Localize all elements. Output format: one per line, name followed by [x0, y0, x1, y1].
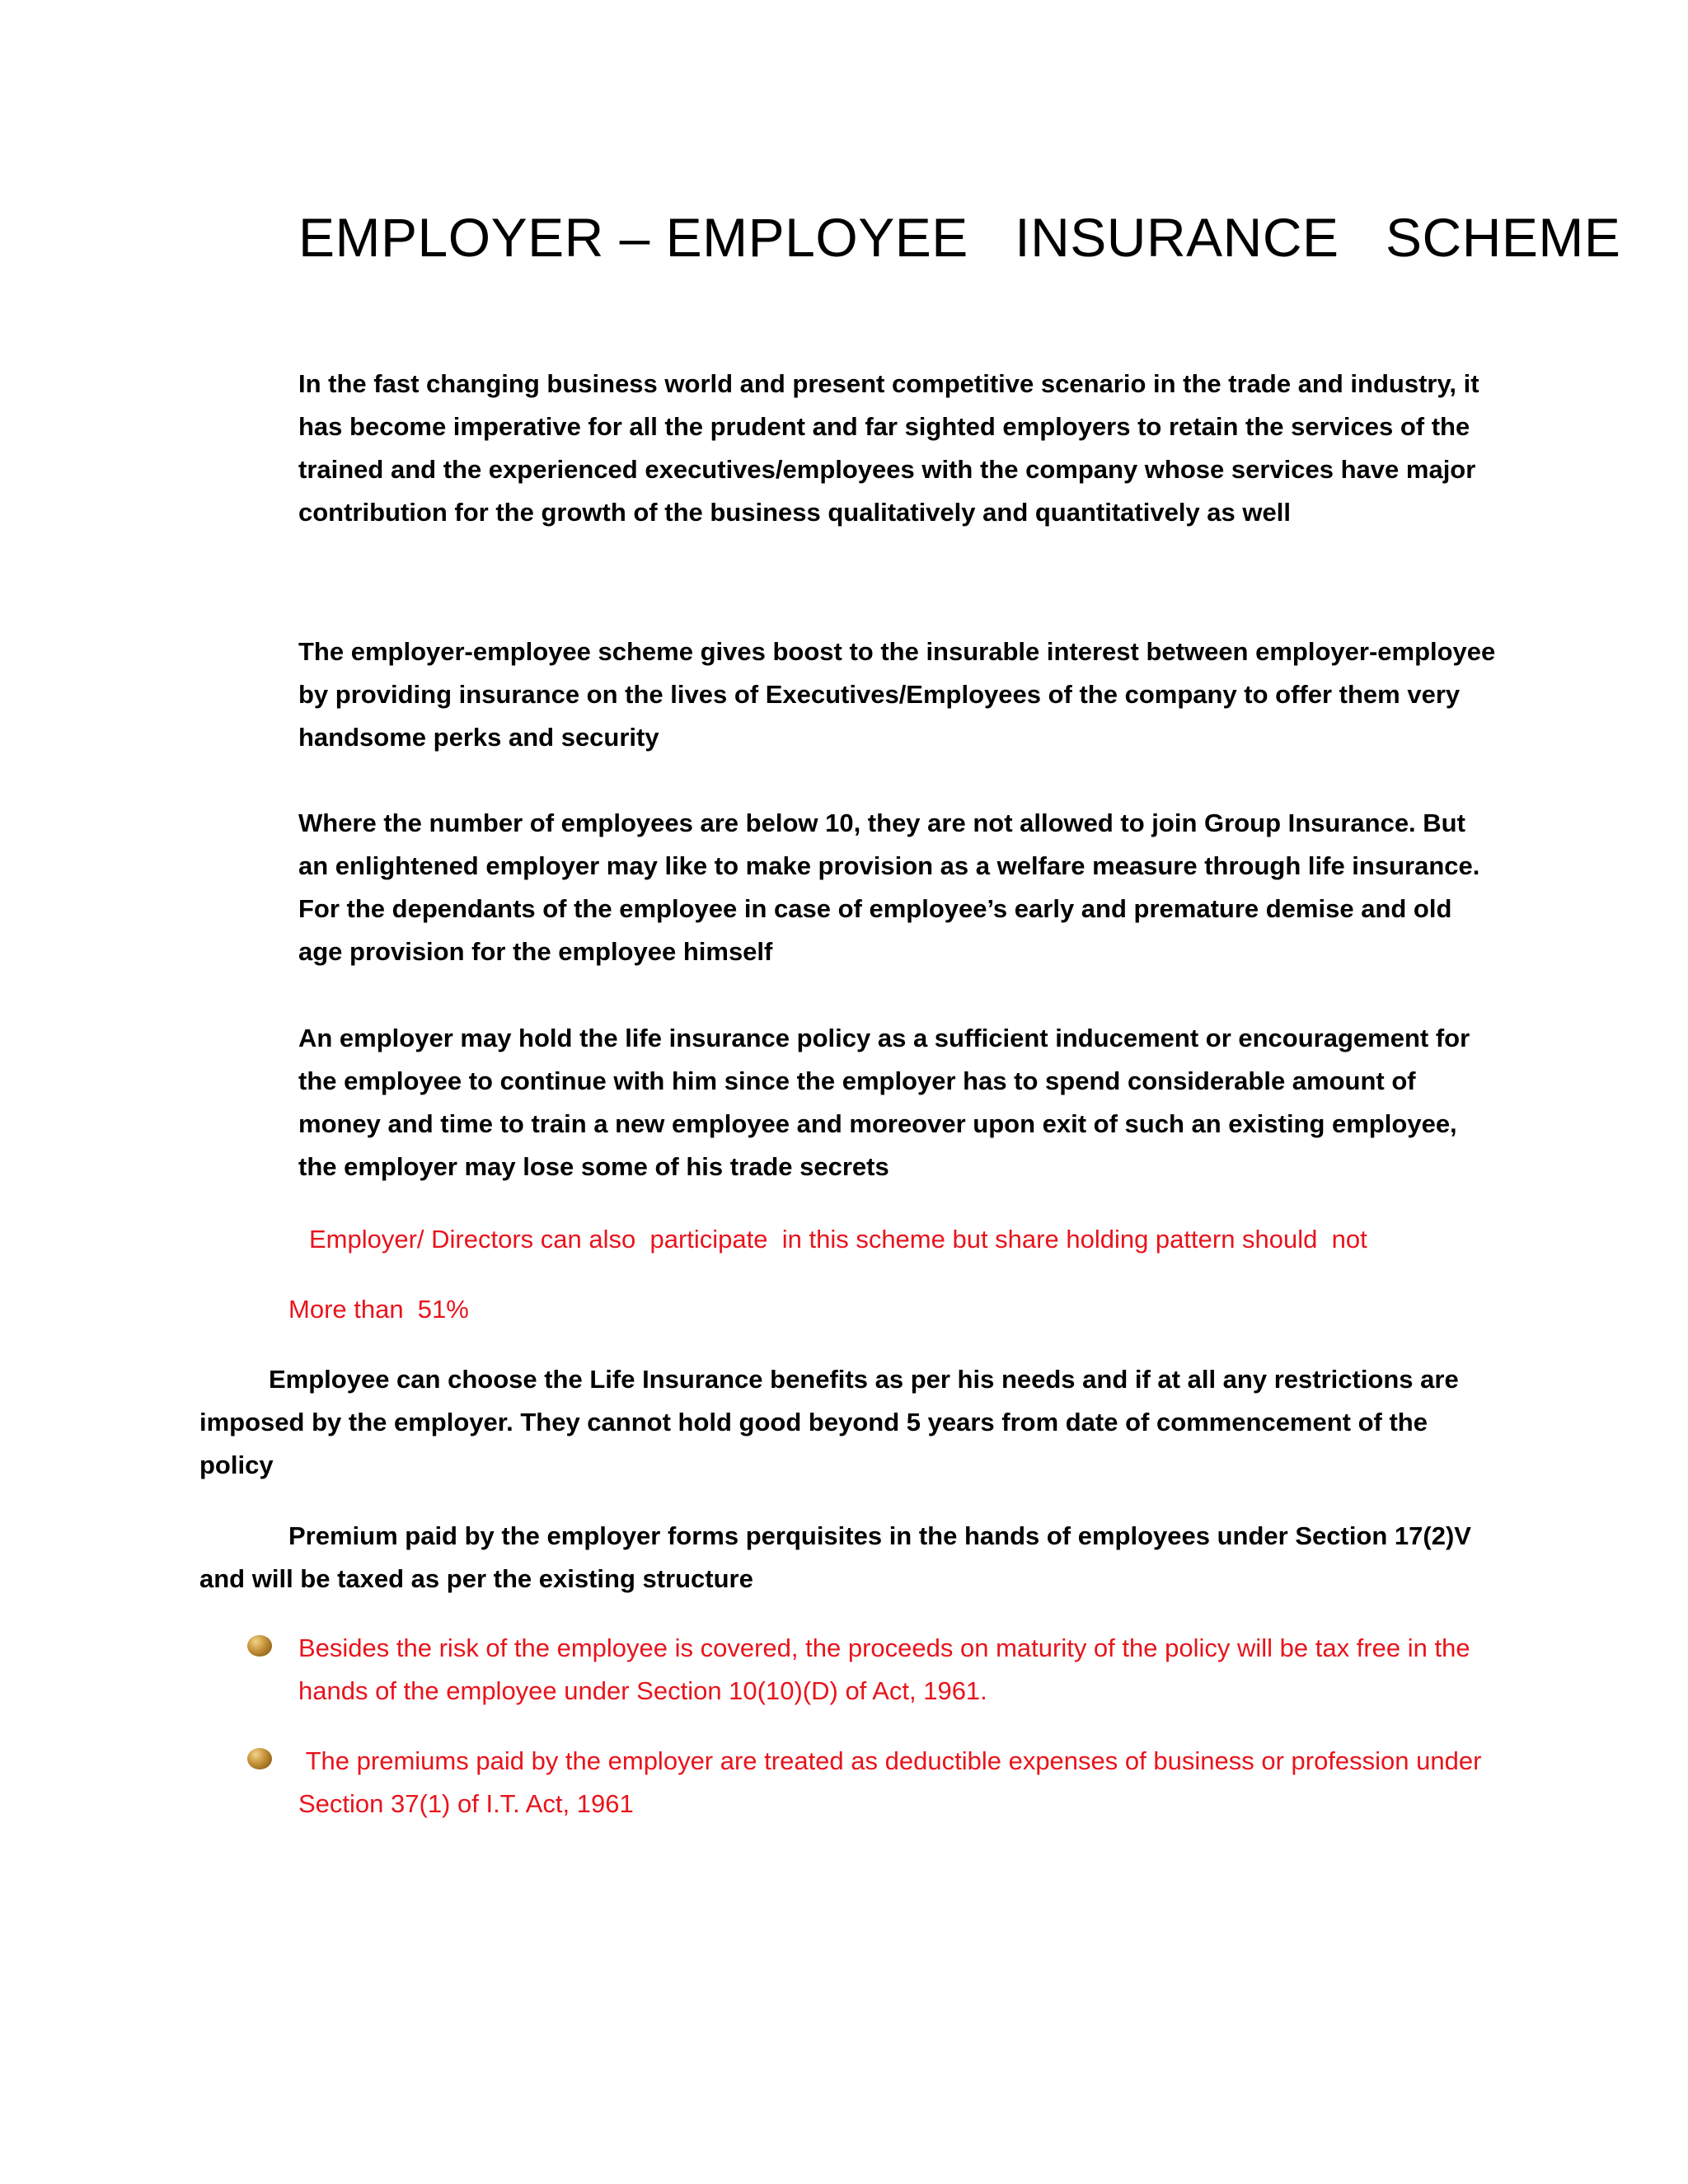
inducement-paragraph: An employer may hold the life insurance policy as a sufficient inducement or encouragement for the employee to continue with him since the employer has to spend considerable amount of money and time to train a new employee and moreover upon exit of such an existing employee, the employer may lose some of his trade secrets: [298, 1024, 1470, 1181]
premium-perquisite-paragraph: Premium paid by the employer forms perquisites in the hands of employees under Section 17(2)V and will be taxed as per the existing structure: [199, 1521, 1471, 1593]
gold-sphere-bullet-icon: [247, 1635, 272, 1657]
employee-choice-paragraph: Employee can choose the Life Insurance benefits as per his needs and if at all any restrictions are imposed by the employer. They cannot hold good beyond 5 years from date of commencement of the policy: [199, 1365, 1459, 1479]
directors-note-line2: More than 51%: [288, 1295, 469, 1324]
bullet-text-deductible: The premiums paid by the employer are treated as deductible expenses of business or profession under Section 37(1) of I.T. Act, 1961: [298, 1746, 1489, 1818]
gold-sphere-bullet-icon: [247, 1748, 272, 1769]
scheme-paragraph: The employer-employee scheme gives boost to the insurable interest between employer-employee by providing insurance on the lives of Executives/Employees of the company to offer them very handsome perks and security: [298, 637, 1496, 752]
group-insurance-paragraph: Where the number of employees are below 10, they are not allowed to join Group Insurance. But an enlightened employer may like to make provision as a welfare measure through life insurance. For the dependants of the employee in case of employee’s early and premature demise and old age provision for the employee himself: [298, 808, 1480, 966]
directors-note-line1: Employer/ Directors can also participate in this scheme but share holding pattern should not: [309, 1225, 1367, 1254]
bullet-text-tax-free: Besides the risk of the employee is covered, the proceeds on maturity of the policy will be tax free in the hands of the employee under Section 10(10)(D) of Act, 1961.: [298, 1633, 1470, 1705]
document-title: EMPLOYER – EMPLOYEE INSURANCE SCHEME: [298, 207, 1621, 268]
intro-paragraph: In the fast changing business world and present competitive scenario in the trade and industry, it has become imperative for all the prudent and far sighted employers to retain the services of the trained and the experienced executives/employees with the company whose services have major contribution for the growth of the business qualitatively and quantitatively as well: [298, 369, 1479, 527]
